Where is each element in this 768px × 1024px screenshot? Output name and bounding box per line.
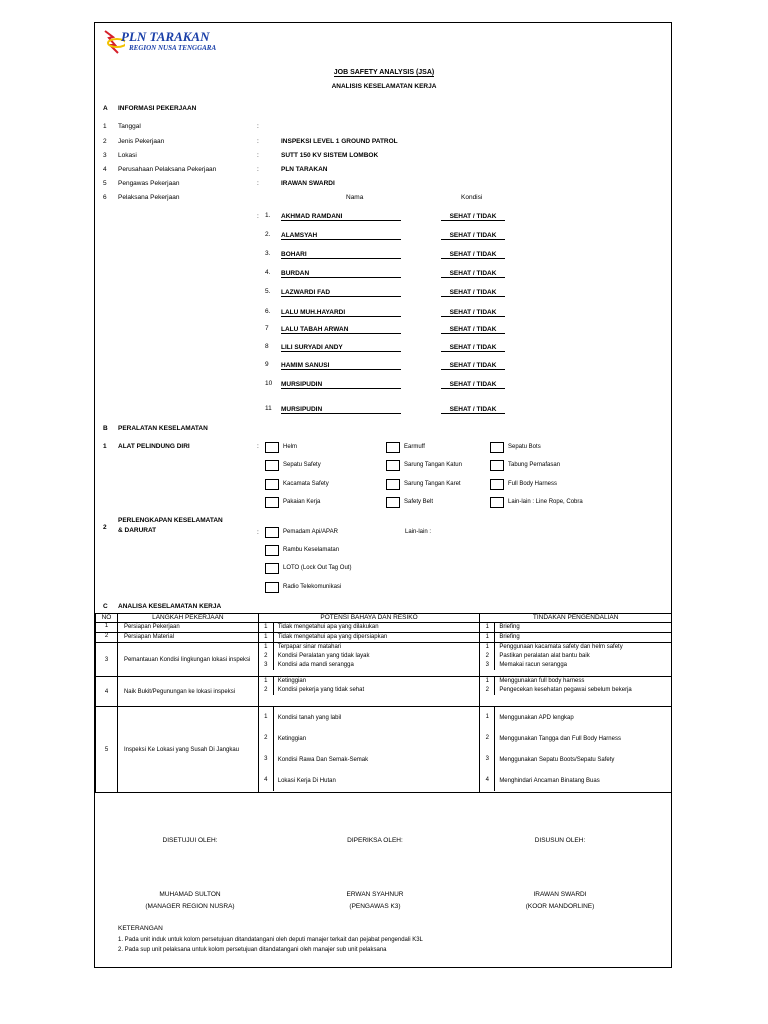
signature-title: (KOOR MANDORLINE) [525, 903, 595, 910]
lain-lain-label: Lain-lain : [405, 529, 432, 535]
checkbox[interactable] [265, 582, 279, 593]
darurat-item-label: Radio Telekomunikasi [283, 584, 342, 590]
checkbox[interactable] [490, 497, 504, 508]
signature-role: DISUSUN OLEH: [534, 837, 586, 844]
row-step: Persiapan Material [117, 633, 258, 643]
signature-title: (MANAGER REGION NUSRA) [145, 903, 235, 910]
checkbox[interactable] [265, 442, 279, 453]
note-item: 2. Pada sup unit pelaksana untuk kolom persetujuan ditandatangani oleh manajer sub unit pelaksana [118, 947, 387, 953]
worker-condition: SEHAT / TIDAK [441, 213, 505, 221]
item-text: Ketinggian [277, 678, 307, 684]
worker-name: BURDAN [281, 270, 401, 278]
item-text: Menggunakan Tangga dan Full Body Harness [499, 735, 621, 742]
item-number: 2 [480, 686, 495, 695]
cell-line [259, 652, 480, 661]
item-number: 4 [259, 770, 274, 791]
item-number: 4 [480, 770, 495, 791]
header-tindakan: TINDAKAN PENGENDALIAN [480, 614, 672, 623]
table-row [96, 707, 672, 793]
worker-number: 4. [265, 269, 271, 276]
control-cell [480, 677, 672, 707]
info-value: IRAWAN SWARDI [281, 180, 335, 187]
worker-condition: SEHAT / TIDAK [441, 270, 505, 278]
cell-list [259, 643, 480, 670]
worker-name: AKHMAD RAMDANI [281, 213, 401, 221]
worker-number: 9 [265, 361, 269, 368]
item-text: Menggunakan APD lengkap [499, 714, 574, 721]
darurat-item-label: Rambu Keselamatan [283, 547, 340, 553]
worker-condition: SEHAT / TIDAK [441, 381, 505, 389]
cell-line [259, 770, 480, 791]
pln-logo [99, 25, 249, 61]
item-number: 1 [480, 677, 495, 686]
cell-line [480, 623, 671, 632]
notes-title: KETERANGAN [118, 925, 163, 932]
item-number: 2 [480, 652, 495, 661]
checkbox[interactable] [265, 479, 279, 490]
header-potensi: POTENSI BAHAYA DAN RESIKO [258, 614, 480, 623]
worker-number: 10 [265, 380, 273, 387]
darurat-label-2: & DARURAT [118, 527, 157, 534]
info-value: INSPEKSI LEVEL 1 GROUND PATROL [281, 138, 398, 145]
worker-name: LAZWARDI FAD [281, 289, 401, 297]
item-number: 1 [480, 623, 495, 632]
colon: : [257, 443, 259, 450]
cell-list [480, 707, 671, 791]
darurat-item-label: LOTO (Lock Out Tag Out) [283, 565, 352, 571]
table-row [96, 677, 672, 707]
cell-list [259, 623, 480, 632]
worker-condition: SEHAT / TIDAK [441, 406, 505, 414]
cell-list [480, 677, 671, 695]
row-number: 3 [96, 643, 118, 677]
col-kondisi: Kondisi [461, 194, 483, 201]
item-text: Pastikan peralatan alat bantu baik [499, 653, 590, 659]
control-cell [480, 623, 672, 633]
worker-number: 8 [265, 343, 269, 350]
item-number: 3 [259, 749, 274, 770]
worker-condition: SEHAT / TIDAK [441, 289, 505, 297]
darurat-label-1: PERLENGKAPAN KESELAMATAN [118, 517, 223, 524]
item-text: Pengecekan kesehatan pegawai sebelum bekerja [499, 687, 632, 693]
checkbox[interactable] [386, 497, 400, 508]
checkbox[interactable] [265, 497, 279, 508]
checkbox[interactable] [386, 479, 400, 490]
item-text: Menghindari Ancaman Binatang Buas [499, 777, 600, 784]
item-number: 1 [259, 633, 274, 642]
apd-item-label: Sepatu Safety [283, 462, 321, 468]
darurat-item-label: Pemadam Api/APAR [283, 529, 338, 535]
worker-condition: SEHAT / TIDAK [441, 362, 505, 370]
colon: : [257, 213, 259, 220]
col-nama: Nama [346, 194, 364, 201]
cell-line [259, 749, 480, 770]
cell-line [259, 661, 480, 670]
header-no: NO [96, 614, 118, 623]
hazard-cell [258, 623, 480, 633]
item-number: 2 [259, 728, 274, 749]
item-number: 2 [480, 728, 495, 749]
signature-role: DISETUJUI OLEH: [162, 837, 218, 844]
apd-number: 1 [103, 443, 107, 450]
apd-item-label: Pakaian Kerja [283, 499, 321, 505]
colon: : [257, 152, 259, 159]
cell-line [259, 633, 480, 642]
note-item: 1. Pada unit induk untuk kolom persetujuan ditandatangani oleh deputi manajer terkait dan pejabat pengendali K3L [118, 937, 423, 943]
cell-line [480, 633, 671, 642]
worker-number: 2. [265, 231, 271, 238]
worker-number: 3. [265, 250, 271, 257]
item-number: 3 [259, 661, 274, 670]
checkbox[interactable] [490, 442, 504, 453]
info-label: Tanggal [118, 123, 141, 130]
hazard-cell [258, 633, 480, 643]
checkbox[interactable] [490, 460, 504, 471]
item-text: Kondisi tanah yang labil [277, 714, 342, 721]
item-number: 2 [259, 686, 274, 695]
worker-number: 5. [265, 288, 271, 295]
item-number: 1 [480, 643, 495, 652]
signature-name: MUHAMAD SULTON [159, 891, 221, 898]
checkbox[interactable] [386, 442, 400, 453]
cell-list [259, 677, 480, 695]
row-step: Persiapan Pekerjaan [117, 623, 258, 633]
row-step: Inspeksi Ke Lokasi yang Susah Di Jangkau [117, 707, 258, 793]
row-number: 2 [96, 633, 118, 643]
section-a-title: INFORMASI PEKERJAAN [118, 105, 197, 112]
checkbox[interactable] [265, 563, 279, 574]
control-cell [480, 707, 672, 793]
worker-name: ALAMSYAH [281, 232, 401, 240]
item-number: 1 [480, 707, 495, 728]
checkbox[interactable] [265, 460, 279, 471]
hazard-cell [258, 643, 480, 677]
section-a-letter: A [103, 105, 108, 112]
checkbox[interactable] [386, 460, 400, 471]
item-text: Kondisi pekerja yang tidak sehat [277, 687, 365, 693]
colon: : [257, 529, 259, 536]
signature-title: (PENGAWAS K3) [349, 903, 401, 910]
apd-item-label: Sarung Tangan Katun [404, 462, 462, 468]
worker-name: LILI SURYADI ANDY [281, 344, 401, 352]
item-number: 3 [480, 661, 495, 670]
cell-line [480, 686, 671, 695]
section-b-letter: B [103, 425, 108, 432]
logo-subtitle: REGION NUSA TENGGARA [129, 44, 217, 52]
table-row [96, 633, 672, 643]
worker-number: 11 [265, 405, 272, 412]
item-text: Briefing [499, 624, 520, 630]
cell-line [480, 652, 671, 661]
cell-line [259, 623, 480, 632]
worker-name: LALU TABAH ARWAN [281, 326, 401, 334]
signature-name: IRAWAN SWARDI [533, 891, 587, 898]
hazard-cell [258, 677, 480, 707]
apd-label: ALAT PELINDUNG DIRI [118, 443, 190, 450]
item-text: Terpapar sinar matahari [277, 644, 342, 650]
row-number: 5 [96, 707, 118, 793]
header-langkah: LANGKAH PEKERJAAN [117, 614, 258, 623]
cell-line [259, 728, 480, 749]
cell-list [480, 623, 671, 632]
cell-list [259, 707, 480, 791]
row-number: 4 [96, 677, 118, 707]
worker-condition: SEHAT / TIDAK [441, 326, 505, 334]
info-label: Lokasi [118, 152, 137, 159]
cell-line [259, 707, 480, 728]
hazard-cell [258, 707, 480, 793]
info-number: 5 [103, 180, 107, 187]
cell-list [480, 633, 671, 642]
table-row [96, 643, 672, 677]
worker-name: BOHARI [281, 251, 401, 259]
checkbox[interactable] [265, 545, 279, 556]
worker-name: MURSIPUDIN [281, 406, 401, 414]
section-c-title: ANALISA KESELAMATAN KERJA [118, 603, 222, 610]
cell-line [259, 643, 480, 652]
worker-name: MURSIPUDIN [281, 381, 401, 389]
checkbox[interactable] [265, 527, 279, 538]
jsa-table [95, 613, 672, 793]
cell-line [259, 686, 480, 695]
item-number: 2 [259, 652, 274, 661]
item-text: Menggunakan full body harness [499, 678, 585, 684]
colon: : [257, 180, 259, 187]
cell-line [480, 643, 671, 652]
apd-item-label: Sepatu Bots [508, 444, 541, 450]
item-text: Penggunaan kacamata safety dan helm safety [499, 644, 623, 650]
item-text: Briefing [499, 634, 520, 640]
info-label: Perusahaan Pelaksana Pekerjaan [118, 166, 217, 173]
worker-condition: SEHAT / TIDAK [441, 232, 505, 240]
cell-line [480, 677, 671, 686]
signature-name: ERWAN SYAHNUR [346, 891, 404, 898]
table-row [96, 623, 672, 633]
item-text: Memakai racun serangga [499, 662, 568, 668]
info-number: 1 [103, 123, 107, 130]
cell-line [480, 749, 671, 770]
darurat-number: 2 [103, 524, 107, 531]
item-text: Menggunakan Sepatu Boots/Sepatu Safety [499, 756, 615, 763]
info-number: 6 [103, 194, 107, 201]
document-title: JOB SAFETY ANALYSIS (JSA) [333, 69, 435, 76]
cell-line [480, 770, 671, 791]
apd-item-label: Sarung Tangan Karet [404, 481, 461, 487]
cell-line [480, 661, 671, 670]
item-text: Tidak mengetahui apa yang dilakukan [277, 624, 379, 630]
item-text: Tidak mengetahui apa yang dipersiapkan [277, 634, 388, 640]
item-number: 1 [259, 623, 274, 632]
worker-number: 7 [265, 325, 269, 332]
item-text: Kondisi ada mandi serangga [277, 662, 354, 668]
item-number: 1 [259, 677, 274, 686]
worker-number: 6. [265, 308, 271, 315]
info-value: SUTT 150 KV SISTEM LOMBOK [281, 152, 379, 159]
colon: : [257, 166, 259, 173]
row-number: 1 [96, 623, 118, 633]
row-step: Pemantauan Kondisi lingkungan lokasi inspeksi [117, 643, 258, 677]
worker-condition: SEHAT / TIDAK [441, 309, 505, 317]
apd-item-label: Tabung Pernafasan [508, 462, 561, 468]
info-label: Pengawas Pekerjaan [118, 180, 180, 187]
cell-line [480, 728, 671, 749]
section-b-title: PERALATAN KESELAMATAN [118, 425, 208, 432]
info-value: PLN TARAKAN [281, 166, 328, 173]
colon: : [257, 123, 259, 130]
cell-list [259, 633, 480, 642]
worker-name: LALU MUH.HAYARDI [281, 309, 401, 317]
item-text: Kondisi Rawa Dan Semak-Semak [277, 756, 369, 763]
item-number: 1 [259, 643, 274, 652]
cell-list [480, 643, 671, 670]
info-number: 4 [103, 166, 107, 173]
cell-line [259, 677, 480, 686]
cell-line [480, 707, 671, 728]
apd-item-label: Helm [283, 444, 298, 450]
item-text: Lokasi Kerja Di Hutan [277, 777, 336, 784]
apd-item-label: Full Body Harness [508, 481, 558, 487]
colon: : [257, 138, 259, 145]
document-subtitle: ANALISIS KESELAMATAN KERJA [331, 83, 437, 90]
jsa-document [94, 22, 672, 968]
worker-condition: SEHAT / TIDAK [441, 251, 505, 259]
apd-item-label: Kacamata Safety [283, 481, 329, 487]
info-number: 2 [103, 138, 107, 145]
logo-title: PLN TARAKAN [121, 29, 210, 44]
section-c-letter: C [103, 603, 108, 610]
checkbox[interactable] [490, 479, 504, 490]
item-text: Ketinggian [277, 735, 307, 742]
row-step: Naik Bukit/Pegunungan ke lokasi inspeksi [117, 677, 258, 707]
control-cell [480, 633, 672, 643]
worker-condition: SEHAT / TIDAK [441, 344, 505, 352]
item-number: 1 [259, 707, 274, 728]
control-cell [480, 643, 672, 677]
info-label: Pelaksana Pekerjaan [118, 194, 180, 201]
signature-role: DIPERIKSA OLEH: [347, 837, 403, 844]
apd-item-label: Earmuff [404, 444, 425, 450]
worker-number: 1. [265, 212, 271, 219]
apd-item-label: Lain-lain : Line Rope, Cobra [508, 499, 583, 505]
item-text: Kondisi Peralatan yang tidak layak [277, 653, 370, 659]
info-label: Jenis Pekerjaan [118, 138, 165, 145]
apd-item-label: Safety Belt [404, 499, 434, 505]
item-number: 1 [480, 633, 495, 642]
worker-name: HAMIM SANUSI [281, 362, 401, 370]
info-number: 3 [103, 152, 107, 159]
item-number: 3 [480, 749, 495, 770]
